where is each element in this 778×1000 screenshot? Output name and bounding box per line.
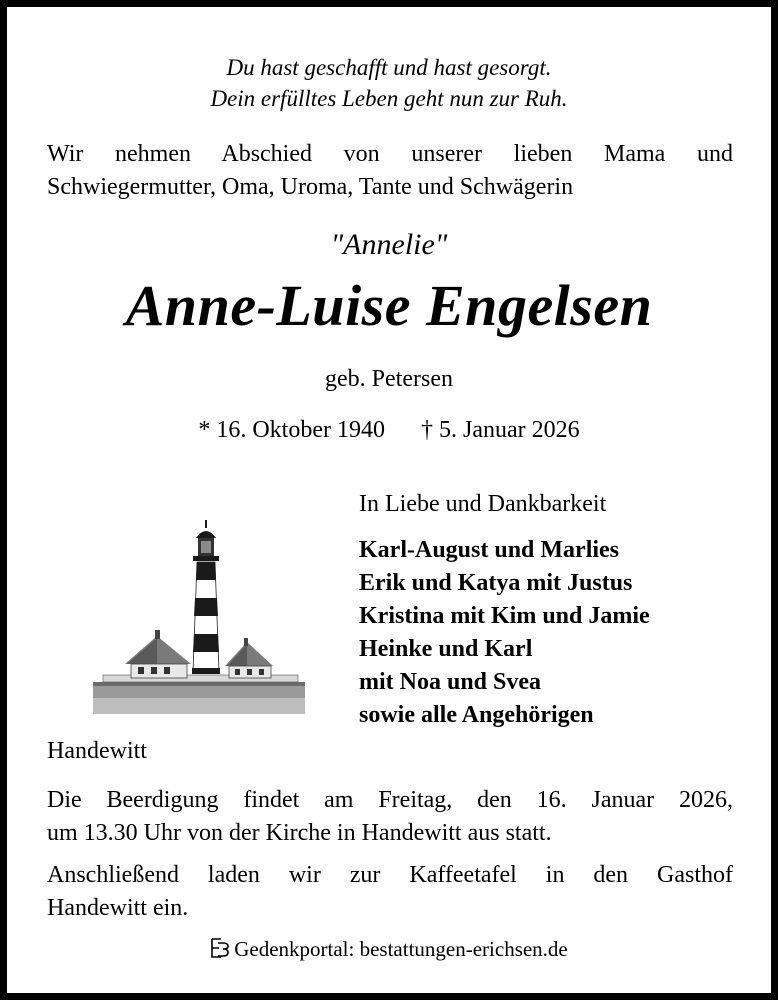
mourner-line: mit Noa und Svea [359, 669, 542, 695]
mourner-line: Heinke und Karl [359, 636, 533, 662]
lighthouse-image [93, 512, 305, 714]
deceased-name: Anne-Luise Engelsen [125, 273, 653, 338]
nickname: "Annelie" [330, 228, 448, 261]
mourner-line: Karl-August und Marlies [359, 537, 620, 563]
place: Handewitt [47, 738, 147, 764]
poem-line-1: Du hast geschafft und hast gesorgt. [226, 55, 552, 80]
intro-line-1: Wir nehmen Abschied von unserer lieben Mama und [47, 141, 733, 167]
maiden-name: geb. Petersen [325, 366, 453, 392]
mourner-line: Kristina mit Kim und Jamie [359, 603, 650, 629]
death-date: † 5. Januar 2026 [421, 417, 580, 443]
funeral-line-1: Die Beerdigung findet am Freitag, den 16. Januar 2026, [47, 787, 733, 813]
poem-line-2: Dein erfülltes Leben geht nun zur Ruh. [210, 86, 568, 111]
funeral-line-2: um 13.30 Uhr von der Kirche in Handewitt aus statt. [47, 820, 552, 846]
portal-text: Gedenkportal: bestattungen-erichsen.de [234, 937, 568, 961]
mourners-intro: In Liebe und Dankbarkeit [359, 491, 607, 517]
birth-date: * 16. Oktober 1940 [198, 417, 385, 443]
mourners-list [359, 534, 650, 732]
poem [7, 52, 771, 114]
mourner-line: Erik und Katya mit Justus [359, 570, 633, 596]
intro-line-2: Schwiegermutter, Oma, Uroma, Tante und Schwägerin [47, 174, 574, 200]
reception-line-2: Handewitt ein. [47, 895, 189, 921]
memorial-portal [7, 937, 771, 965]
mourner-line: sowie alle Angehörigen [359, 702, 594, 728]
reception-line-1: Anschließend laden wir zur Kaffeetafel in den Gasthof [47, 862, 733, 888]
life-dates [7, 417, 771, 444]
eb-logo-icon [210, 937, 230, 965]
